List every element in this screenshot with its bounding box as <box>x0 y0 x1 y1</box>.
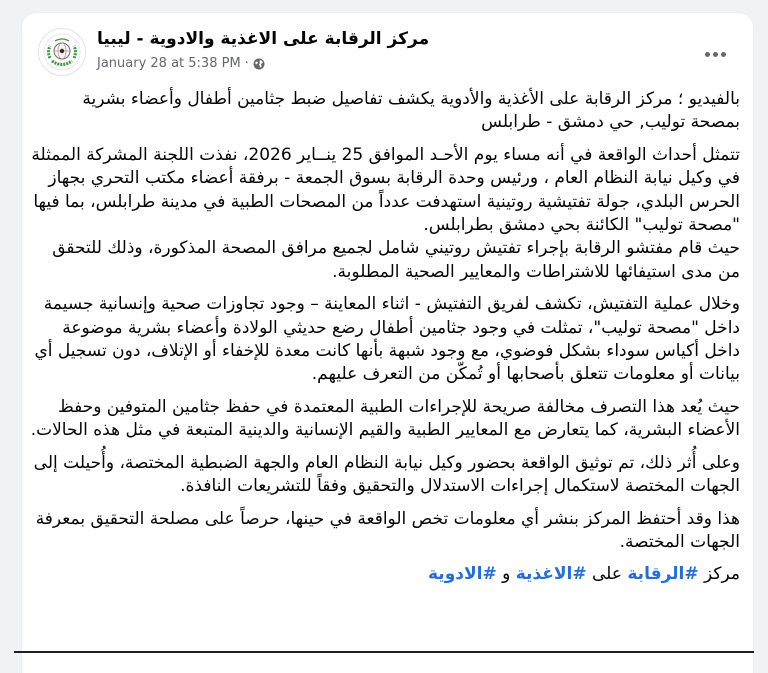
post-paragraph-referral: وعلى أُثر ذلك، تم توثيق الواقعة بحضور وكيل نيابة النظام العام والجهة الضبطية المختصة، وأُحيلت إلى الجهات المختصة لاستكمال إجراءات الاستدلال والتحقيق وفقاً للتشريعات النافذة. <box>33 452 740 497</box>
more-options-icon <box>705 52 710 57</box>
more-options-button[interactable] <box>697 43 733 65</box>
hashtag-line <box>28 563 740 586</box>
hashtag-link-raqaba[interactable]: #الرقابة <box>627 564 699 585</box>
hashtag-link-adwiya[interactable]: #الادوية <box>428 564 497 585</box>
post-card <box>22 13 753 673</box>
post-paragraph-headline: بالفيديو ؛ مركز الرقابة على الأغذية والأدوية يكشف تفاصيل ضبط جثامين أطفال وأعضاء بشرية بمصحة توليب, حي دمشق - طرابلس <box>82 89 740 133</box>
post-paragraph-findings: وخلال عملية التفتيش، تكشف لفريق التفتيش - اثناء المعاينة – وجود تجاوزات صحية وإنسانية جسيمة داخل "مصحة توليب"، تمثلت في وجود جثامين أطفال رضع حديثي الولادة وأعضاء بشرية موضوعة داخل أكياس سوداء بشكل فوضوي، مع وجود شبهة بأنها كانت معدة للإخفاء أو الإتلاف، دون تسجيل أي بيانات أو معلومات تتعلق بأصحابها أو تُمكّن من التعرف عليهم. <box>34 294 740 385</box>
hashtag-link-aghdhiya[interactable]: #الاغذية <box>515 564 587 585</box>
hashtag-conjunction: و <box>502 564 511 585</box>
hashtag-connector-word: على <box>592 564 622 585</box>
post-paragraph-event: تتمثل أحداث الواقعة في أنه مساء يوم الأحـد الموافق 25 ينــاير 2026، نفذت اللجنة المشركة الممثلة في وكيل نيابة النظام العام ، ورئيس وحدة الرقابة بسوق الجمعة - برفقة أعضاء مكتب التحري بجهاز الحرس البلدي، جولة تفتيشية روتينية استهدفت عدداً من المصحات الطبية في مدينة طرابلس، بما فيها "مصحة توليب" الكائنة بحي دمشق بطرابلس. <box>31 144 740 236</box>
meta-separator: · <box>244 56 249 71</box>
post-paragraph-inspection: حيث قام مفتشو الرقابة بإجراء تفتيش روتيني شامل لجميع مرافق المصحة المذكورة، وذلك للتحقق من مدى استيفائها للاشتراطات والمعايير الصحية المطلوبة. <box>52 238 740 282</box>
organization-logo-icon <box>42 32 82 72</box>
post-paragraph-notice: هذا وقد أحتفظ المركز بنشر أي معلومات تخص الواقعة في حينها، حرصاً على مصلحة التحقيق بمعرفة الجهات المختصة. <box>35 508 740 552</box>
page-name-link[interactable]: مركز الرقابة على الاغذية والادوية - ليبيا <box>97 29 430 49</box>
post-timestamp[interactable]: January 28 at 5:38 PM <box>97 56 241 71</box>
globe-icon[interactable] <box>253 58 265 70</box>
page-avatar[interactable] <box>38 28 86 76</box>
post-body <box>28 88 740 596</box>
hashtag-prefix-word: مركز <box>704 564 740 585</box>
post-meta <box>97 56 265 71</box>
post-header <box>22 13 753 83</box>
post-paragraph-violation: حيث يُعد هذا التصرف مخالفة صريحة للإجراءات الطبية المعتمدة في حفظ جثامين المتوفين وحفظ الأعضاء البشرية، كما يتعارض مع المعايير الطبية والقيم الإنسانية والدينية المتبعة في مثل هذه الحالات. <box>30 396 740 441</box>
more-options-icon-dot <box>713 52 718 57</box>
more-options-icon-dot <box>721 52 726 57</box>
